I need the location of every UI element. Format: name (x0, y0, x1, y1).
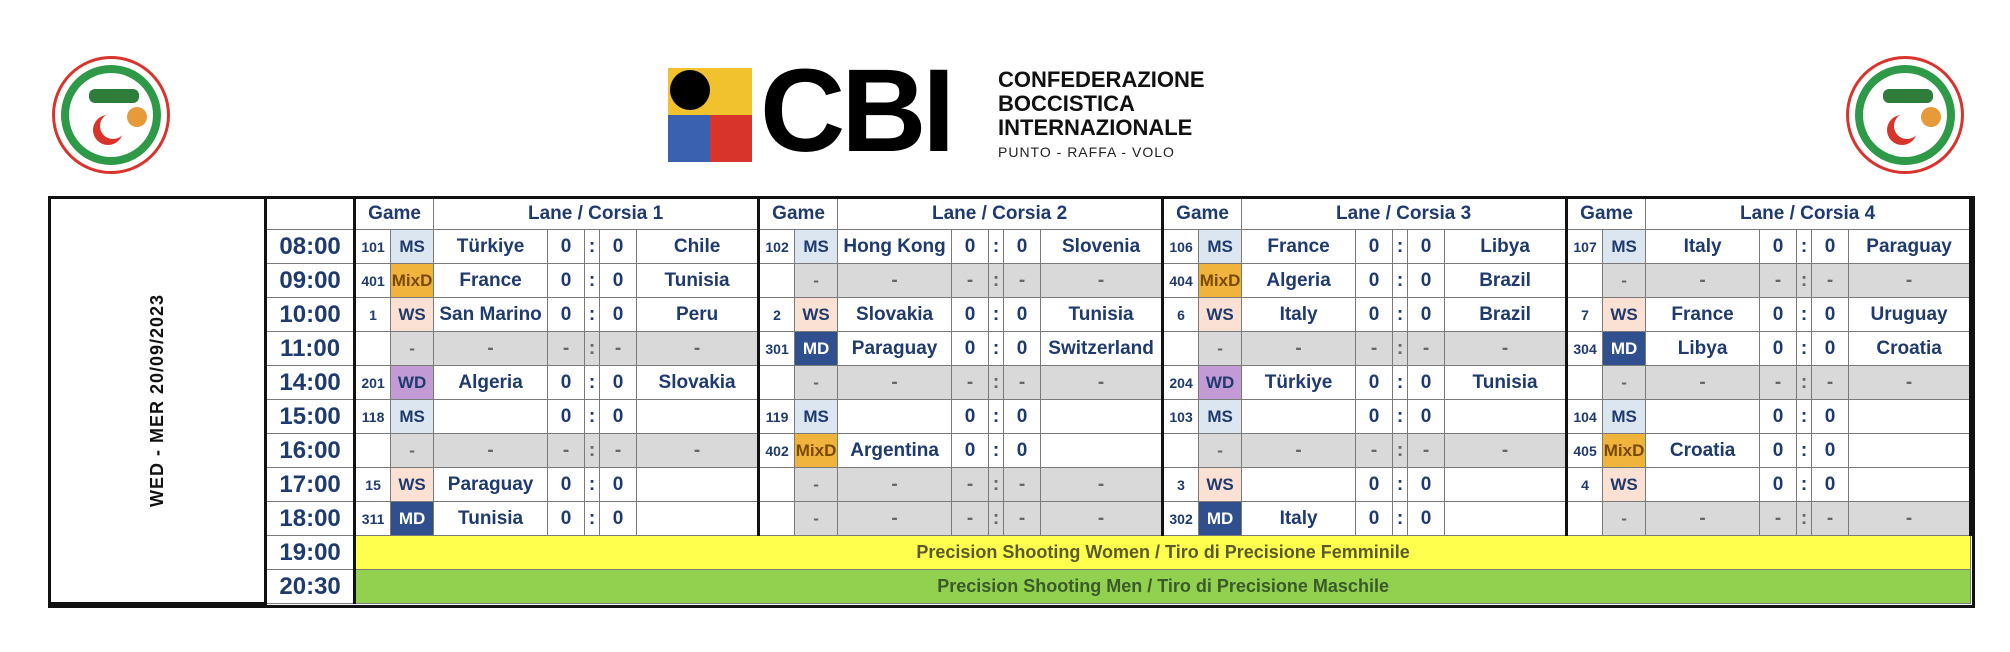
game-number (355, 434, 391, 468)
game-number (1163, 434, 1199, 468)
time-cell: 08:00 (266, 230, 355, 264)
time-cell: 16:00 (266, 434, 355, 468)
score-separator: : (1797, 264, 1812, 298)
score-home: 0 (1356, 400, 1393, 434)
category-badge: WS (391, 298, 434, 332)
team-home: France (434, 264, 548, 298)
score-home: 0 (1356, 468, 1393, 502)
team-home: Hong Kong (838, 230, 952, 264)
score-away: 0 (1408, 400, 1445, 434)
federation-seal-left (52, 56, 170, 174)
category-badge: - (1199, 434, 1242, 468)
time-cell: 14:00 (266, 366, 355, 400)
game-number (1163, 332, 1199, 366)
team-home: - (434, 434, 548, 468)
score-away: 0 (1408, 502, 1445, 536)
game-number (1567, 502, 1603, 536)
score-home: 0 (548, 502, 585, 536)
score-home: - (952, 366, 989, 400)
team-away: - (1041, 468, 1163, 502)
category-badge: MixD (1199, 264, 1242, 298)
score-away: - (600, 434, 637, 468)
team-home (838, 400, 952, 434)
score-away: 0 (1812, 400, 1849, 434)
team-home: - (838, 264, 952, 298)
game-number: 311 (355, 502, 391, 536)
date-cell (50, 198, 266, 604)
time-cell: 10:00 (266, 298, 355, 332)
category-badge: - (1199, 332, 1242, 366)
category-badge: MixD (391, 264, 434, 298)
team-away: Switzerland (1041, 332, 1163, 366)
game-number: 404 (1163, 264, 1199, 298)
team-home: Slovakia (838, 298, 952, 332)
category-badge: WS (391, 468, 434, 502)
team-home: Italy (1646, 230, 1760, 264)
team-home: Algeria (434, 366, 548, 400)
score-separator: : (1797, 468, 1812, 502)
score-away: 0 (1408, 468, 1445, 502)
category-badge: - (795, 366, 838, 400)
game-number (759, 502, 795, 536)
category-badge: WS (1199, 298, 1242, 332)
team-away: Croatia (1849, 332, 1971, 366)
score-home: 0 (548, 366, 585, 400)
team-home (1242, 468, 1356, 502)
team-home: Paraguay (434, 468, 548, 502)
score-home: 0 (1356, 298, 1393, 332)
score-separator: : (1393, 332, 1408, 366)
cbi-emblem-icon (668, 68, 752, 162)
score-separator: : (1797, 400, 1812, 434)
score-separator: : (1393, 298, 1408, 332)
team-away: Brazil (1445, 298, 1567, 332)
team-away: - (1445, 434, 1567, 468)
score-separator: : (585, 434, 600, 468)
team-home: Italy (1242, 298, 1356, 332)
score-home: 0 (1356, 264, 1393, 298)
score-separator: : (1393, 434, 1408, 468)
table-row (50, 434, 1971, 468)
team-home: Türkiye (434, 230, 548, 264)
team-away: Tunisia (637, 264, 759, 298)
score-separator: : (1393, 400, 1408, 434)
category-badge: - (795, 468, 838, 502)
table-row (50, 298, 1971, 332)
table-row (50, 230, 1971, 264)
score-separator: : (1797, 502, 1812, 536)
team-away (1849, 434, 1971, 468)
team-away: - (637, 332, 759, 366)
category-badge: - (795, 264, 838, 298)
team-home: - (838, 366, 952, 400)
table-row (50, 366, 1971, 400)
score-home: - (1760, 264, 1797, 298)
score-separator: : (1393, 230, 1408, 264)
game-header: Game (1163, 198, 1242, 230)
score-away: - (1408, 332, 1445, 366)
team-away (1849, 400, 1971, 434)
table-row (50, 332, 1971, 366)
score-separator: : (585, 502, 600, 536)
score-away: - (1004, 468, 1041, 502)
lane-header: Lane / Corsia 2 (838, 198, 1163, 230)
score-home: - (952, 468, 989, 502)
score-separator: : (585, 298, 600, 332)
category-badge: MS (1199, 400, 1242, 434)
team-away: Brazil (1445, 264, 1567, 298)
team-away: Tunisia (1041, 298, 1163, 332)
category-badge: MS (795, 400, 838, 434)
category-badge: MS (795, 230, 838, 264)
team-home: Libya (1646, 332, 1760, 366)
score-home: 0 (952, 434, 989, 468)
team-away (1445, 468, 1567, 502)
score-separator: : (1797, 434, 1812, 468)
team-home: France (1646, 298, 1760, 332)
score-separator: : (989, 264, 1004, 298)
category-badge: WS (795, 298, 838, 332)
game-number: 402 (759, 434, 795, 468)
score-home: - (1356, 434, 1393, 468)
score-separator: : (585, 332, 600, 366)
score-home: 0 (548, 400, 585, 434)
team-away: Slovakia (637, 366, 759, 400)
score-away: 0 (1812, 298, 1849, 332)
game-number: 405 (1567, 434, 1603, 468)
team-away: - (1849, 502, 1971, 536)
team-away (1445, 502, 1567, 536)
score-home: 0 (548, 230, 585, 264)
score-away: 0 (1408, 298, 1445, 332)
team-away (1041, 434, 1163, 468)
score-separator: : (1393, 468, 1408, 502)
score-home: - (1356, 332, 1393, 366)
team-away: - (1445, 332, 1567, 366)
score-away: 0 (1408, 230, 1445, 264)
score-home: 0 (1356, 502, 1393, 536)
game-number: 101 (355, 230, 391, 264)
time-header (266, 198, 355, 230)
lane-header: Lane / Corsia 3 (1242, 198, 1567, 230)
score-separator: : (1797, 332, 1812, 366)
team-home: Italy (1242, 502, 1356, 536)
score-separator: : (989, 502, 1004, 536)
table-row (50, 502, 1971, 536)
team-away: Uruguay (1849, 298, 1971, 332)
category-badge: - (1603, 264, 1646, 298)
team-home: Algeria (1242, 264, 1356, 298)
category-badge: - (1603, 502, 1646, 536)
lane-header: Lane / Corsia 1 (434, 198, 759, 230)
team-home: - (1646, 366, 1760, 400)
score-home: 0 (1760, 332, 1797, 366)
score-home: 0 (1356, 230, 1393, 264)
team-away: - (1849, 366, 1971, 400)
team-away (1849, 468, 1971, 502)
team-home: - (1242, 332, 1356, 366)
score-home: 0 (1760, 434, 1797, 468)
category-badge: WS (1603, 468, 1646, 502)
team-away: Libya (1445, 230, 1567, 264)
category-badge: WD (391, 366, 434, 400)
team-home: - (1646, 264, 1760, 298)
category-badge: MD (795, 332, 838, 366)
team-away (637, 400, 759, 434)
game-number: 6 (1163, 298, 1199, 332)
game-number (759, 468, 795, 502)
team-home: - (1646, 502, 1760, 536)
game-number: 304 (1567, 332, 1603, 366)
game-number: 119 (759, 400, 795, 434)
game-number: 107 (1567, 230, 1603, 264)
score-away: 0 (1004, 332, 1041, 366)
score-home: 0 (1356, 366, 1393, 400)
score-home: 0 (952, 298, 989, 332)
score-separator: : (989, 298, 1004, 332)
team-away: - (1041, 366, 1163, 400)
event-banner: Precision Shooting Women / Tiro di Precisione Femminile (355, 536, 1971, 570)
game-header: Game (1567, 198, 1646, 230)
game-number: 15 (355, 468, 391, 502)
score-home: 0 (1760, 230, 1797, 264)
category-badge: WD (1199, 366, 1242, 400)
category-badge: MS (391, 400, 434, 434)
lane-header: Lane / Corsia 4 (1646, 198, 1971, 230)
score-away: 0 (600, 400, 637, 434)
team-away: - (1041, 264, 1163, 298)
score-home: 0 (1760, 298, 1797, 332)
team-home: - (1242, 434, 1356, 468)
score-separator: : (989, 366, 1004, 400)
score-away: 0 (600, 230, 637, 264)
game-number: 401 (355, 264, 391, 298)
score-away: 0 (600, 264, 637, 298)
game-number: 201 (355, 366, 391, 400)
team-home (434, 400, 548, 434)
cbi-logo (668, 45, 1308, 177)
score-home: - (548, 332, 585, 366)
banner-row (50, 536, 1971, 570)
score-separator: : (989, 230, 1004, 264)
time-cell: 11:00 (266, 332, 355, 366)
score-separator: : (585, 400, 600, 434)
game-number: 103 (1163, 400, 1199, 434)
team-away: - (1041, 502, 1163, 536)
game-number: 102 (759, 230, 795, 264)
score-away: 0 (1812, 332, 1849, 366)
team-home: Argentina (838, 434, 952, 468)
game-number: 3 (1163, 468, 1199, 502)
game-number: 1 (355, 298, 391, 332)
team-away: Tunisia (1445, 366, 1567, 400)
category-badge: MixD (1603, 434, 1646, 468)
score-separator: : (585, 366, 600, 400)
score-home: 0 (548, 264, 585, 298)
federation-seal-right (1846, 56, 1964, 174)
category-badge: - (391, 434, 434, 468)
score-away: - (1408, 434, 1445, 468)
score-away: - (1812, 502, 1849, 536)
score-home: 0 (548, 298, 585, 332)
score-away: - (1004, 502, 1041, 536)
score-separator: : (989, 468, 1004, 502)
time-cell: 20:30 (266, 570, 355, 604)
score-home: 0 (1760, 400, 1797, 434)
team-home: - (838, 468, 952, 502)
score-home: - (1760, 366, 1797, 400)
score-home: 0 (1760, 468, 1797, 502)
category-badge: MS (1603, 400, 1646, 434)
score-away: 0 (1408, 366, 1445, 400)
game-number: 301 (759, 332, 795, 366)
score-home: 0 (952, 400, 989, 434)
team-home: - (838, 502, 952, 536)
score-separator: : (585, 230, 600, 264)
date-label: WED - MER 20/09/2023 (147, 293, 168, 508)
team-away (1445, 400, 1567, 434)
score-away: - (1004, 264, 1041, 298)
score-away: 0 (1408, 264, 1445, 298)
category-badge: MS (391, 230, 434, 264)
time-cell: 19:00 (266, 536, 355, 570)
team-home: Türkiye (1242, 366, 1356, 400)
category-badge: MD (391, 502, 434, 536)
score-away: 0 (1004, 298, 1041, 332)
game-number: 118 (355, 400, 391, 434)
score-away: 0 (1812, 468, 1849, 502)
category-badge: MD (1199, 502, 1242, 536)
score-home: - (1760, 502, 1797, 536)
team-home: - (434, 332, 548, 366)
category-badge: - (795, 502, 838, 536)
score-away: 0 (1812, 230, 1849, 264)
game-number (1567, 264, 1603, 298)
score-away: 0 (1004, 434, 1041, 468)
score-home: 0 (952, 230, 989, 264)
category-badge: MixD (795, 434, 838, 468)
schedule-table (48, 196, 1972, 605)
score-away: - (600, 332, 637, 366)
team-home: France (1242, 230, 1356, 264)
team-away (637, 468, 759, 502)
score-separator: : (1797, 366, 1812, 400)
banner-row (50, 570, 1971, 604)
category-badge: MS (1603, 230, 1646, 264)
team-home: Croatia (1646, 434, 1760, 468)
team-away (637, 502, 759, 536)
score-separator: : (989, 332, 1004, 366)
table-row (50, 400, 1971, 434)
score-separator: : (585, 264, 600, 298)
time-cell: 09:00 (266, 264, 355, 298)
team-home: San Marino (434, 298, 548, 332)
team-home: Paraguay (838, 332, 952, 366)
category-badge: MD (1603, 332, 1646, 366)
team-home: Tunisia (434, 502, 548, 536)
event-banner: Precision Shooting Men / Tiro di Precisione Maschile (355, 570, 1971, 604)
team-away: Paraguay (1849, 230, 1971, 264)
table-row (50, 468, 1971, 502)
team-away: Peru (637, 298, 759, 332)
game-number: 106 (1163, 230, 1199, 264)
score-separator: : (1393, 502, 1408, 536)
game-number: 2 (759, 298, 795, 332)
score-separator: : (585, 468, 600, 502)
team-home (1242, 400, 1356, 434)
team-away: - (1849, 264, 1971, 298)
cbi-letters: CBI (760, 45, 952, 177)
score-separator: : (1797, 298, 1812, 332)
score-separator: : (989, 400, 1004, 434)
game-number (759, 264, 795, 298)
team-away: Slovenia (1041, 230, 1163, 264)
time-cell: 18:00 (266, 502, 355, 536)
score-away: - (1812, 264, 1849, 298)
team-away: - (637, 434, 759, 468)
table-row (50, 264, 1971, 298)
game-number: 7 (1567, 298, 1603, 332)
score-separator: : (1393, 264, 1408, 298)
score-away: 0 (600, 366, 637, 400)
team-home (1646, 468, 1760, 502)
game-header: Game (355, 198, 434, 230)
category-badge: - (391, 332, 434, 366)
score-home: - (952, 502, 989, 536)
time-cell: 17:00 (266, 468, 355, 502)
score-separator: : (1797, 230, 1812, 264)
score-away: 0 (600, 298, 637, 332)
org-tagline: PUNTO - RAFFA - VOLO (998, 144, 1175, 160)
category-badge: - (1603, 366, 1646, 400)
score-home: - (952, 264, 989, 298)
team-away (1041, 400, 1163, 434)
game-header: Game (759, 198, 838, 230)
time-cell: 15:00 (266, 400, 355, 434)
game-number (1567, 366, 1603, 400)
score-away: 0 (600, 502, 637, 536)
score-away: 0 (1004, 230, 1041, 264)
game-number: 4 (1567, 468, 1603, 502)
score-away: 0 (1004, 400, 1041, 434)
game-number: 204 (1163, 366, 1199, 400)
game-number: 302 (1163, 502, 1199, 536)
category-badge: WS (1603, 298, 1646, 332)
category-badge: WS (1199, 468, 1242, 502)
game-number (759, 366, 795, 400)
category-badge: MS (1199, 230, 1242, 264)
score-separator: : (989, 434, 1004, 468)
team-away: Chile (637, 230, 759, 264)
score-away: - (1812, 366, 1849, 400)
score-away: - (1004, 366, 1041, 400)
score-away: 0 (1812, 434, 1849, 468)
game-number: 104 (1567, 400, 1603, 434)
score-home: - (548, 434, 585, 468)
score-away: 0 (600, 468, 637, 502)
game-number (355, 332, 391, 366)
org-name: CONFEDERAZIONE BOCCISTICA INTERNAZIONALE (998, 67, 1205, 140)
score-home: 0 (952, 332, 989, 366)
score-separator: : (1393, 366, 1408, 400)
score-home: 0 (548, 468, 585, 502)
team-home (1646, 400, 1760, 434)
